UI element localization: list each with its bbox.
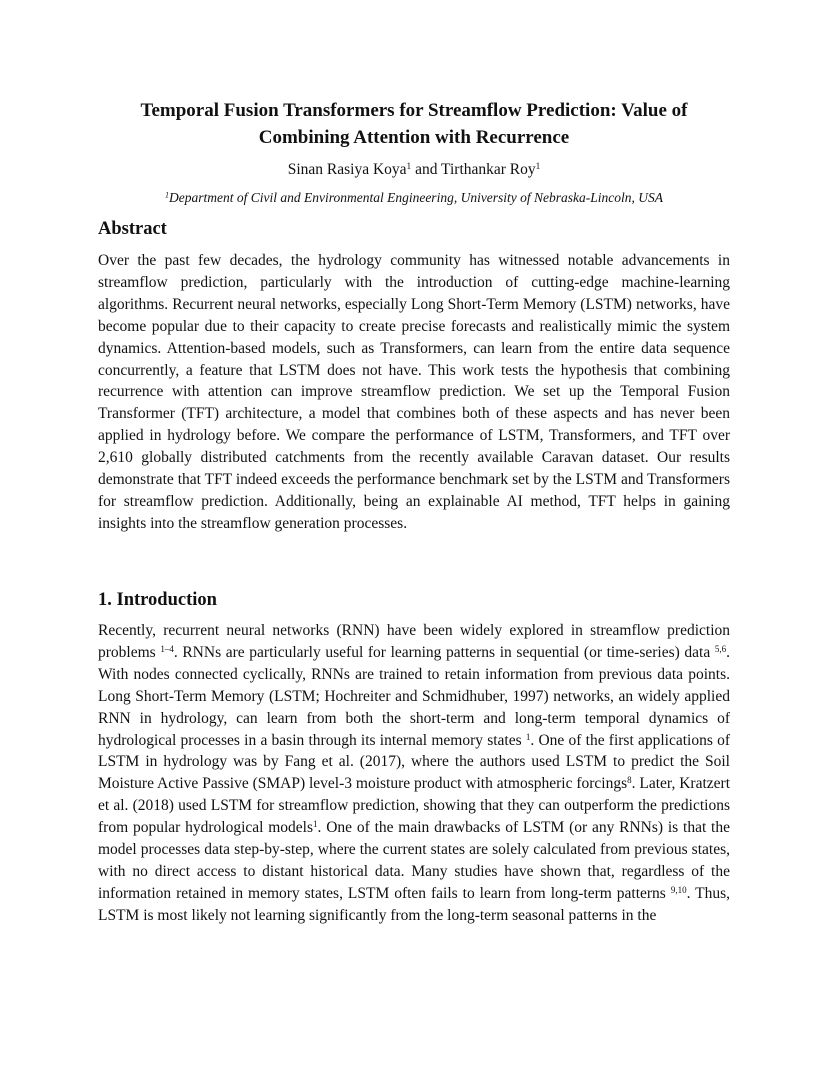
citation-ref: 5,6 bbox=[714, 643, 727, 654]
author-list bbox=[98, 160, 730, 180]
author-affiliation-marker: 1 bbox=[406, 161, 412, 172]
citation-ref: 8 bbox=[627, 775, 632, 786]
author-conjunction: and bbox=[411, 161, 442, 178]
affiliation-marker: 1 bbox=[164, 190, 169, 200]
introduction-heading: 1. Introduction bbox=[98, 590, 217, 610]
author-affiliation bbox=[98, 189, 730, 207]
intro-text: . RNNs are particularly useful for learning patterns in sequential (or time-series) data bbox=[173, 643, 715, 661]
title-line-1: Temporal Fusion Transformers for Streamflow Prediction: Value of bbox=[140, 100, 688, 121]
intro-text: . With nodes connected cyclically, RNNs are trained to retain information from previous data points. Long Short-Term Memory (LSTM; Hochreiter and Schmidhuber, 1997) networks, an widely applied RNN in hydrology, can learn from both the short-term and long-term temporal dynamics of hydrological processes in a basin through its internal memory states bbox=[98, 643, 730, 749]
citation-ref: 9,10 bbox=[670, 884, 687, 895]
paper-title bbox=[98, 97, 730, 151]
abstract-heading: Abstract bbox=[98, 219, 167, 239]
intro-text: . One of the main drawbacks of LSTM (or any RNNs) is that the model processes data step-by-step, where the current states are solely calculated from previous states, with no direct access to distant historical data. Many studies have shown that, regardless of the information retained in memory states, LSTM often fails to learn from long-term patterns bbox=[98, 819, 730, 902]
affiliation-text: Department of Civil and Environmental Engineering, University of Nebraska-Lincoln, USA bbox=[168, 190, 664, 205]
author-name: Tirthankar Roy bbox=[441, 161, 536, 178]
author-affiliation-marker: 1 bbox=[535, 161, 541, 172]
citation-ref: 1–4 bbox=[160, 643, 174, 654]
author-name: Sinan Rasiya Koya bbox=[287, 161, 407, 178]
intro-text: . Later, Kratzert et al. (2018) used LSTM for streamflow prediction, showing that they can outperform the predictions from popular hydrological models bbox=[98, 775, 730, 837]
introduction-paragraph bbox=[98, 620, 730, 927]
abstract-paragraph: Over the past few decades, the hydrology community has witnessed notable advancements in streamflow prediction, particularly with the introduction of cutting-edge machine-learning algorithms. Recurrent neural networks, especially Long Short-Term Memory (LSTM) networks, have become popular due to their capacity to create precise forecasts and realistically mimic the system dynamics. Attention-based models, such as Transformers, can learn from the entire data sequence concurrently, a feature that LSTM does not have. This work tests the hypothesis that combining recurrence with attention can improve streamflow prediction. We set up the Temporal Fusion Transformer (TFT) architecture, a model that combines both of these aspects and has never been applied in hydrology before. We compare the performance of LSTM, Transformers, and TFT over 2,610 globally distributed catchments from the recently available Caravan dataset. Our results demonstrate that TFT indeed exceeds the performance benchmark set by the LSTM and Transformers for streamflow prediction. Additionally, being an explainable AI method, TFT helps in gaining insights into the streamflow generation processes. bbox=[98, 252, 730, 532]
intro-text: Recently, recurrent neural networks (RNN) have been widely explored in streamflow prediction problems bbox=[98, 622, 730, 661]
citation-ref: 1 bbox=[525, 731, 531, 742]
citation-ref: 1 bbox=[313, 819, 318, 830]
intro-text: . Thus, LSTM is most likely not learning significantly from the long-term seasonal patterns in the bbox=[98, 884, 730, 924]
intro-text: . One of the first applications of LSTM in hydrology was by Fang et al. (2017), where the authors used LSTM to predict the Soil Moisture Active Passive (SMAP) level-3 moisture product with atmospheric forcings bbox=[98, 731, 731, 793]
title-line-2: Combining Attention with Recurrence bbox=[258, 127, 570, 148]
